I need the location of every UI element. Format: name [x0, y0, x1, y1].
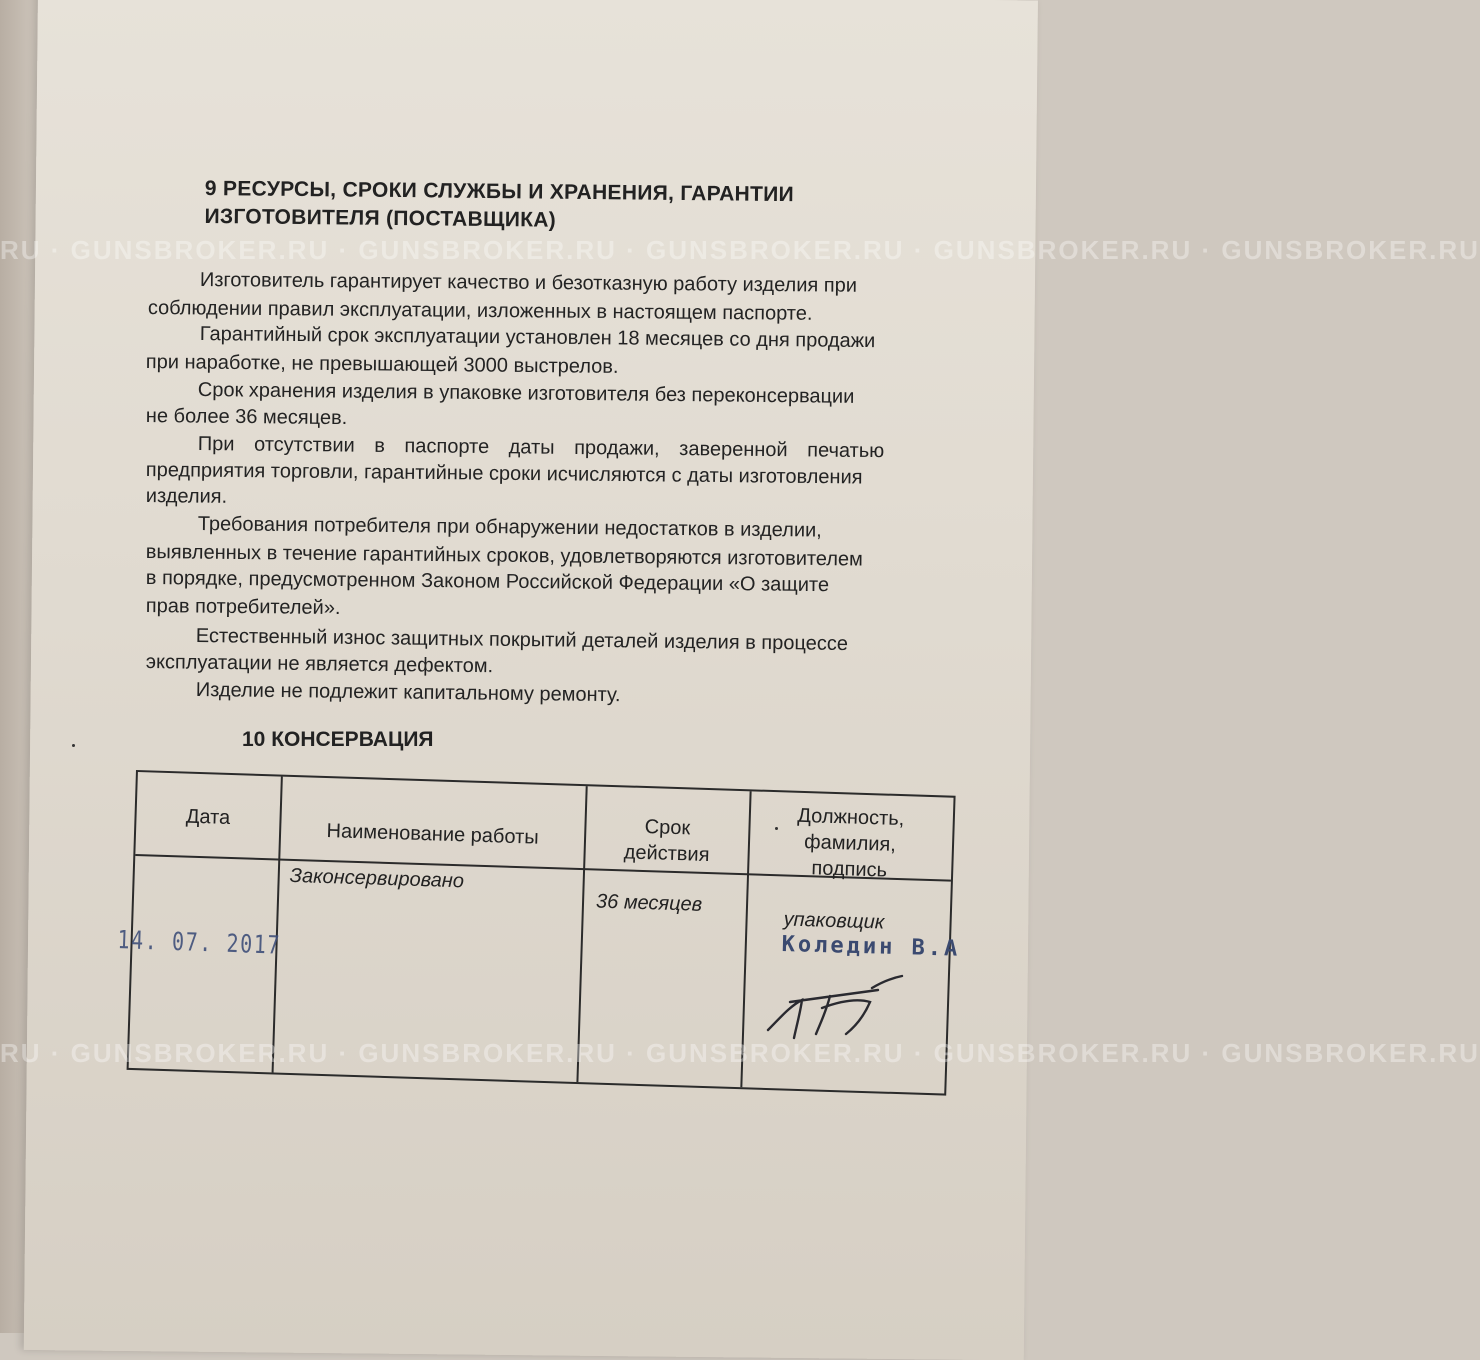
para-5-line4: прав потребителей».: [145, 594, 341, 620]
header-term: [585, 812, 749, 869]
section-10-title: 10 КОНСЕРВАЦИЯ: [242, 728, 434, 751]
name-stamp: Колeдин В.А: [781, 932, 961, 962]
para-6-line2: эксплуатации не является дефектом.: [145, 650, 494, 678]
para-4-line2: предприятия торговли, гарантийные сроки исчисляются с даты изготовления: [145, 458, 863, 489]
para-1-line2: соблюдении правил эксплуатации, изложенных в настоящем паспорте.: [147, 296, 813, 325]
ink-dot: [72, 744, 75, 747]
para-2-line1: Гарантийный срок эксплуатации установлен 18 месяцев со дня продажи: [199, 322, 876, 353]
para-5-line3: в порядке, предусмотренном Законом Российской Федерации «О защите: [145, 566, 830, 597]
date-stamp: 14. 07. 2017: [116, 925, 282, 960]
watermark-top: RU · GUNSBROKER.RU · GUNSBROKER.RU · GUNSBROKER.RU · GUNSBROKER.RU · GUNSBROKER.RU: [0, 235, 1480, 265]
watermark-bottom: RU · GUNSBROKER.RU · GUNSBROKER.RU · GUNSBROKER.RU · GUNSBROKER.RU · GUNSBROKER.RU: [0, 1038, 1480, 1068]
para-4-line1: При отсутствии в паспорте даты продажи, заверенной печатью: [197, 432, 885, 463]
header-work: Наименование работы: [326, 820, 539, 849]
section-9-title-line1: 9 РЕСУРСЫ, СРОКИ СЛУЖБЫ И ХРАНЕНИЯ, ГАРАНТИИ: [204, 176, 795, 207]
para-2-line2: при наработке, не превышающей 3000 выстрелов.: [145, 350, 619, 378]
para-6-line1: Естественный износ защитных покрытий деталей изделия в процессе: [195, 624, 849, 655]
para-5-line1: Требования потребителя при обнаружении недостатков в изделии,: [197, 512, 822, 542]
ink-dot: [775, 827, 778, 830]
header-position-line1: Должность,: [797, 804, 905, 831]
section-9-title: [204, 175, 794, 237]
para-7-line1: Изделие не подлежит капитальному ремонту.: [195, 678, 621, 707]
header-position: [749, 801, 951, 885]
header-term-line2: действия: [623, 841, 710, 867]
para-3-line2: не более 36 месяцев.: [145, 404, 348, 430]
header-position-line2: фамилия,: [803, 831, 897, 856]
header-date: Дата: [185, 805, 231, 829]
para-4-line3: изделия.: [145, 484, 228, 508]
header-term-line1: Срок: [644, 816, 691, 840]
para-5-line2: выявленных в течение гарантийных сроков, удовлетворяются изготовителем: [145, 540, 863, 571]
handwritten-signature: [760, 968, 910, 1048]
cell-term: 36 месяцев: [595, 890, 703, 916]
para-3-line1: Срок хранения изделия в упаковке изготовителя без переконсервации: [197, 378, 855, 408]
para-1-line1: Изготовитель гарантирует качество и безотказную работу изделия при: [199, 268, 858, 297]
cell-position: упаковщик: [783, 908, 885, 934]
header-position-line3: подпись: [811, 857, 888, 882]
section-9-title-line2: ИЗГОТОВИТЕЛЯ (ПОСТАВЩИКА): [204, 204, 557, 232]
cell-work: Законсервировано: [289, 864, 465, 893]
